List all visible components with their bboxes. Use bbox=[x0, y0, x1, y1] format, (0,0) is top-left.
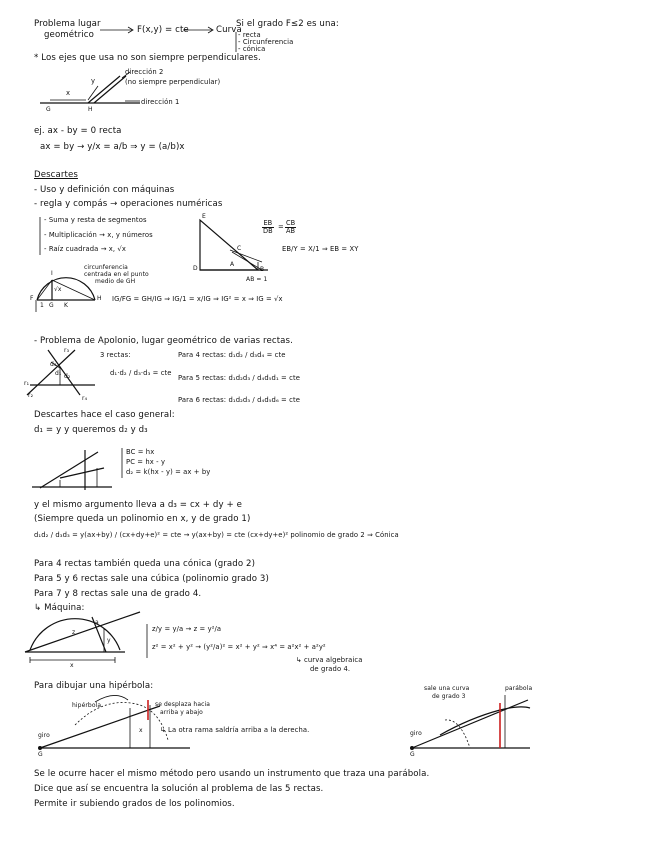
curva-label: Curva bbox=[216, 25, 242, 35]
option-circunferencia: - Circunferencia bbox=[238, 38, 294, 46]
distance-d1-label: d₁ bbox=[55, 370, 62, 377]
point-g2-label: G bbox=[49, 302, 54, 309]
d1-igual-y: d₁ = y y queremos d₂ y d₃ bbox=[34, 425, 148, 435]
ratio-eb-db: $\frac{EB}{DB}$ bbox=[263, 219, 273, 235]
equals-sign: = bbox=[278, 223, 284, 231]
point-f-label: F bbox=[30, 295, 34, 302]
axis-y-label: y bbox=[91, 77, 96, 85]
ratio-cb-ab: $\frac{CB}{AB}$ bbox=[286, 219, 296, 235]
giro-label: giro bbox=[38, 732, 50, 739]
ejes-note: * Los ejes que usa no son siempre perpendiculares. bbox=[34, 53, 261, 63]
distance-d3-label: d₃ bbox=[50, 361, 57, 368]
maquina-a-label: a bbox=[95, 619, 99, 626]
giro-2-label: giro bbox=[410, 730, 422, 737]
point-b-label: B bbox=[260, 266, 265, 273]
ejemplo-despeje: ax = by → y/x = a/b ⇒ y = (a/b)x bbox=[40, 142, 185, 152]
raiz-cuadrada: - Raíz cuadrada → x, √x bbox=[44, 245, 126, 253]
bc-equation: BC = hx bbox=[126, 448, 155, 456]
pc-equation: PC = hx - y bbox=[126, 458, 166, 466]
point-k-label: K bbox=[64, 302, 69, 309]
line-r3-label: r₃ bbox=[64, 347, 70, 354]
point-e-label: E bbox=[202, 213, 206, 220]
suma-resta: - Suma y resta de segmentos bbox=[44, 216, 147, 224]
uso-maquinas: - Uso y definición con máquinas bbox=[34, 185, 175, 195]
maquina-eq-1: z/y = y/a → z = y²/a bbox=[152, 625, 222, 633]
general-case-figure bbox=[32, 450, 112, 490]
parabola-g-label: G bbox=[410, 751, 415, 758]
curva-grado-4: de grado 4. bbox=[310, 665, 351, 673]
fxy-label: F(x,y) = cte bbox=[137, 25, 189, 35]
maquina-figure bbox=[25, 612, 140, 663]
distance-d2-label: d₂ bbox=[64, 373, 71, 380]
otra-rama: ↳ La otra rama saldría arriba a la derecha. bbox=[160, 726, 310, 734]
point-c-label: C bbox=[237, 245, 242, 252]
point-h-label: H bbox=[88, 106, 93, 113]
desplaza-label-2: arriba y abajo bbox=[160, 709, 203, 716]
point-i-label: I bbox=[51, 270, 53, 277]
point-h2-label: H bbox=[97, 295, 102, 302]
direccion-2-label: dirección 2 bbox=[125, 68, 164, 76]
line-r4-label: r₄ bbox=[82, 395, 88, 402]
final-line-1: Se le ocurre hacer el mismo método pero usando un instrumento que traza una parábola. bbox=[34, 769, 430, 779]
ejemplo-recta: ej. ax - by = 0 recta bbox=[34, 126, 122, 136]
maquina-y-label: y bbox=[107, 637, 111, 644]
axis-x-label: x bbox=[66, 89, 71, 97]
maquina-label: ↳ Máquina: bbox=[34, 603, 85, 613]
sqrt-equation: IG/FG = GH/IG ⇒ IG/1 = x/IG ⇒ IG² = x ⇒ IG = √x bbox=[112, 295, 283, 303]
si-grado-label: Si el grado F≤2 es una: bbox=[236, 19, 339, 29]
mismo-argumento: y el mismo argumento lleva a d₃ = cx + dy + e bbox=[34, 500, 243, 510]
grado-4-rectas: Para 4 rectas también queda una cónica (grado 2) bbox=[34, 559, 256, 569]
final-line-3: Permite ir subiendo grados de los polinomios. bbox=[34, 799, 235, 809]
apolonio-line: - Problema de Apolonio, lugar geométrico de varias rectas. bbox=[34, 336, 293, 346]
final-line-2: Dice que así se encuentra la solución al problema de las 5 rectas. bbox=[34, 784, 324, 794]
option-conica: - cónica bbox=[238, 45, 266, 53]
caso-general: Descartes hace el caso general: bbox=[34, 410, 175, 420]
seis-rectas: Para 6 rectas: d₁d₂d₃ / d₄d₅d₆ = cte bbox=[178, 396, 300, 404]
unit-one-label: 1 bbox=[40, 302, 44, 309]
point-a-label: A bbox=[230, 261, 235, 268]
eb-xy-equation: EB/Y = X/1 ⇒ EB = XY bbox=[282, 245, 359, 253]
curva-algebraica: ↳ curva algebraica bbox=[296, 656, 363, 664]
circ-note: circunferencia bbox=[84, 264, 128, 271]
arrow-icon bbox=[100, 27, 133, 33]
desplaza-label: se desplaza hacia bbox=[155, 701, 211, 708]
tres-rectas-eq: d₁·d₂ / d₃·d₃ = cte bbox=[110, 369, 172, 377]
hiperbola-g-label: G bbox=[38, 751, 43, 758]
sqrt-x-label: √x bbox=[54, 286, 62, 293]
circ-note-3: medio de GH bbox=[95, 278, 136, 285]
hiperbola-label: hipérbola bbox=[72, 702, 102, 709]
maquina-x-label: x bbox=[70, 662, 74, 669]
geometrico-label: geométrico bbox=[44, 30, 94, 40]
grado-7-8-rectas: Para 7 y 8 rectas sale una de grado 4. bbox=[34, 589, 202, 599]
line-r1-label: r₁ bbox=[24, 380, 30, 387]
arrow-icon bbox=[183, 27, 213, 33]
d2-equation: d₂ = k(hx - y) = ax + by bbox=[126, 468, 211, 476]
axes-diagram bbox=[40, 72, 140, 103]
circ-note-2: centrada en el punto bbox=[84, 271, 149, 278]
parabola-machine-figure bbox=[410, 695, 530, 750]
hiperbola-x-label: x bbox=[139, 727, 143, 734]
point-g-label: G bbox=[46, 106, 51, 113]
cinco-rectas: Para 5 rectas: d₁d₂d₃ / d₄d₅d₁ = cte bbox=[178, 374, 300, 382]
problema-lugar-label: Problema lugar bbox=[34, 19, 101, 29]
cuatro-rectas: Para 4 rectas: d₁d₂ / d₃d₄ = cte bbox=[178, 351, 286, 359]
grado-5-6-rectas: Para 5 y 6 rectas sale una cúbica (polinomio grado 3) bbox=[34, 574, 269, 584]
option-recta: - recta bbox=[238, 31, 261, 39]
maquina-z-label: z bbox=[72, 629, 76, 636]
point-d-label: D bbox=[193, 265, 198, 272]
tres-rectas: 3 rectas: bbox=[100, 351, 131, 359]
grado-3-label: de grado 3 bbox=[432, 693, 466, 700]
maquina-eq-2: z² = x² + y² → (y²/a)² = x² + y² ⇒ x⁴ = a²x² + a²y² bbox=[152, 643, 326, 651]
regla-compas: - regla y compás → operaciones numéricas bbox=[34, 199, 223, 209]
siempre-grado-1: (Siempre queda un polinomio en x, y de grado 1) bbox=[34, 514, 251, 524]
ab-equals-one: AB = 1 bbox=[246, 276, 268, 283]
hiperbola-title: Para dibujar una hipérbola: bbox=[34, 681, 154, 691]
parabola-label: parábola bbox=[505, 685, 533, 692]
direccion-1-label: dirección 1 bbox=[141, 98, 180, 106]
sale-curva-label: sale una curva bbox=[424, 685, 470, 692]
polinomio-grado-2: d₁d₂ / d₃d₃ = y(ax+by) / (cx+dy+e)² = cte → y(ax+by) = cte (cx+dy+e)² polinomio de grado 2 ⇒ Cónica bbox=[34, 531, 399, 539]
descartes-title: Descartes bbox=[34, 170, 78, 180]
multiplicacion: - Multiplicación → x, y números bbox=[44, 231, 153, 239]
line-r2-label: r₂ bbox=[28, 392, 34, 399]
no-perpendicular-label: (no siempre perpendicular) bbox=[125, 78, 221, 86]
